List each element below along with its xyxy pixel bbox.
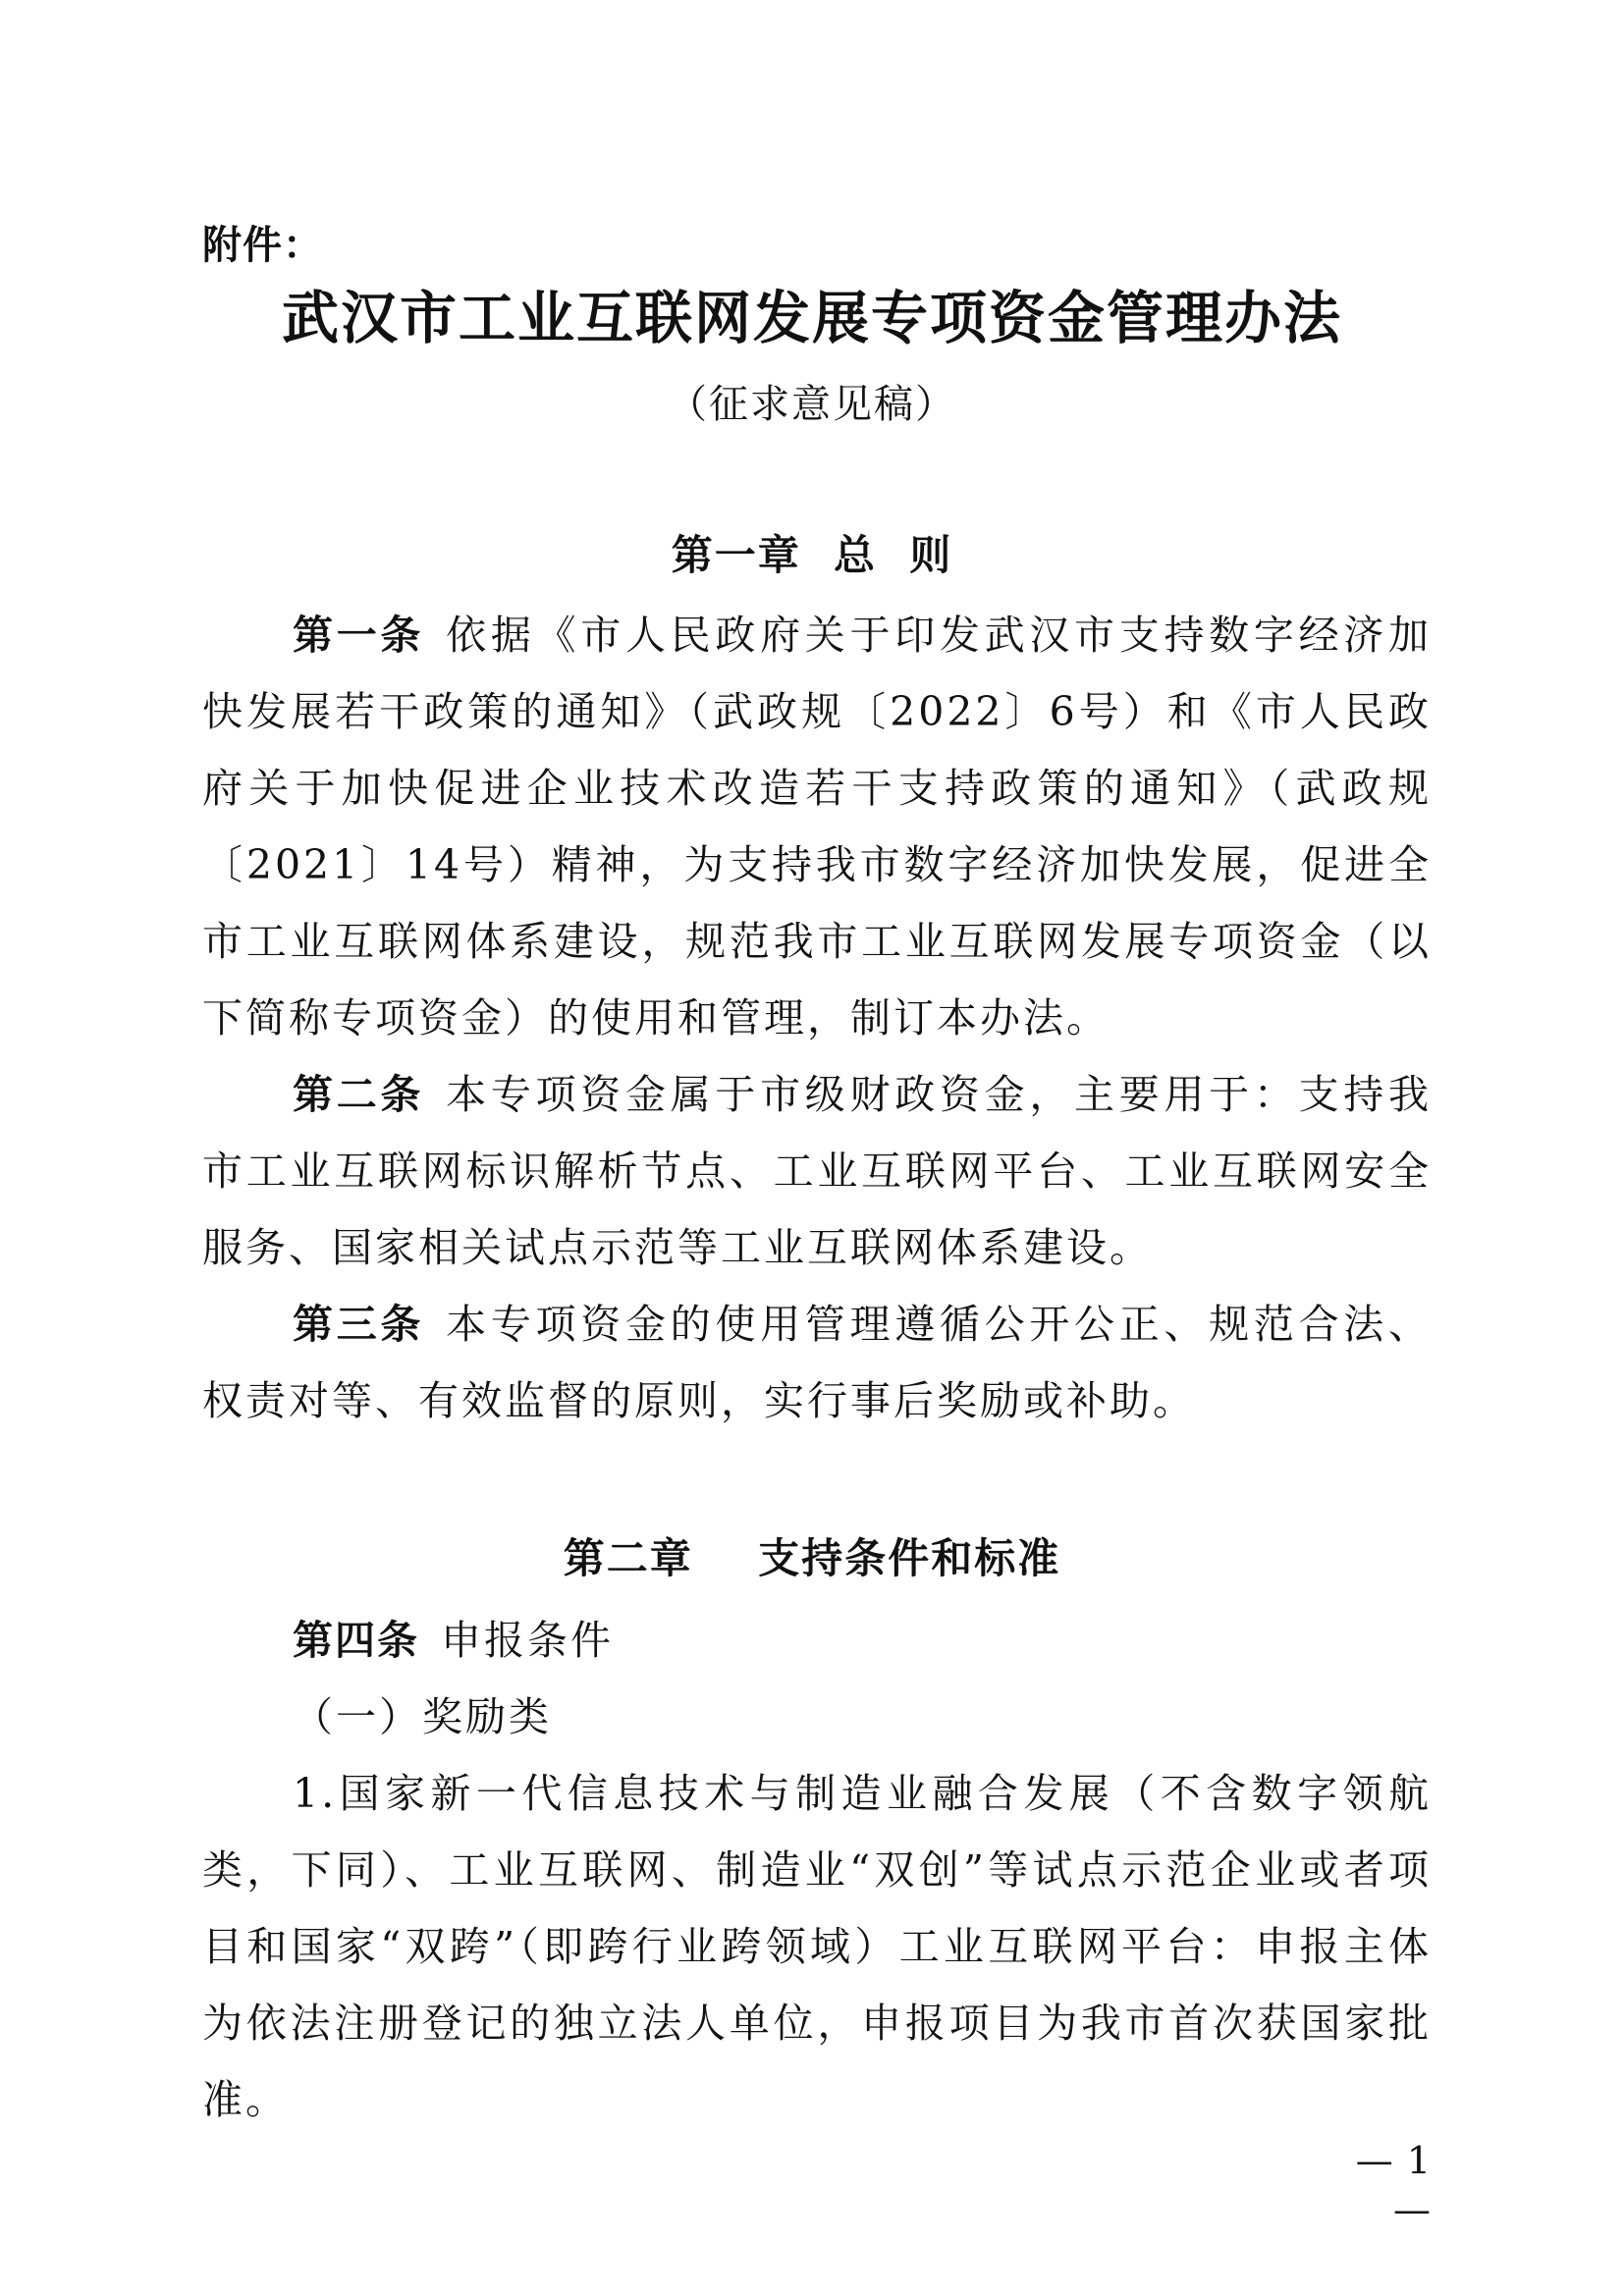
article-4-text: 申报条件	[441, 1617, 614, 1664]
chapter-1-heading: 第一章 总 则	[671, 531, 953, 579]
item-1-text: 1.国家新一代信息技术与制造业融合发展（不含数字领航类，下同）、工业互联网、制造业“双创”等试点示范企业或者项目和国家“双跨”（即跨行业跨领域）工业互联网平台：申报主体为依法注册登记的独立法人单位，申报项目为我市首次获国家批准。	[202, 1770, 1432, 2123]
article-3-label: 第三条	[293, 1301, 425, 1348]
article-2-text: 本专项资金属于市级财政资金，主要用于：支持我市工业互联网标识解析节点、工业互联网平台、工业互联网安全服务、国家相关试点示范等工业互联网体系建设。	[202, 1071, 1432, 1271]
article-3	[202, 1286, 1432, 1439]
document-title: 武汉市工业互联网发展专项资金管理办法	[281, 285, 1342, 351]
page-number: — 1 —	[1355, 2139, 1432, 2231]
article-1-text: 依据《市人民政府关于印发武汉市支持数字经济加快发展若干政策的通知》（武政规〔2022〕6号）和《市人民政府关于加快促进企业技术改造若干支持政策的通知》（武政规〔2021〕14号）精神，为支持我市数字经济加快发展，促进全市工业互联网体系建设，规范我市工业互联网发展专项资金（以下简称专项资金）的使用和管理，制订本办法。	[202, 612, 1432, 1041]
article-2	[202, 1056, 1432, 1286]
article-4	[202, 1602, 1432, 1679]
document-subtitle: （征求意见稿）	[668, 382, 956, 427]
article-1-label: 第一条	[293, 612, 425, 659]
attachment-label: 附件：	[202, 223, 323, 268]
article-1	[202, 597, 1432, 1056]
article-2-label: 第二条	[293, 1071, 425, 1118]
subcategory-heading: （一）奖励类	[293, 1693, 552, 1740]
article-3-text: 本专项资金的使用管理遵循公开公正、规范合法、权责对等、有效监督的原则，实行事后奖励或补助。	[202, 1301, 1432, 1424]
chapter-2-heading: 第二章 支持条件和标准	[563, 1534, 1061, 1582]
article-4-label: 第四条	[293, 1617, 419, 1664]
